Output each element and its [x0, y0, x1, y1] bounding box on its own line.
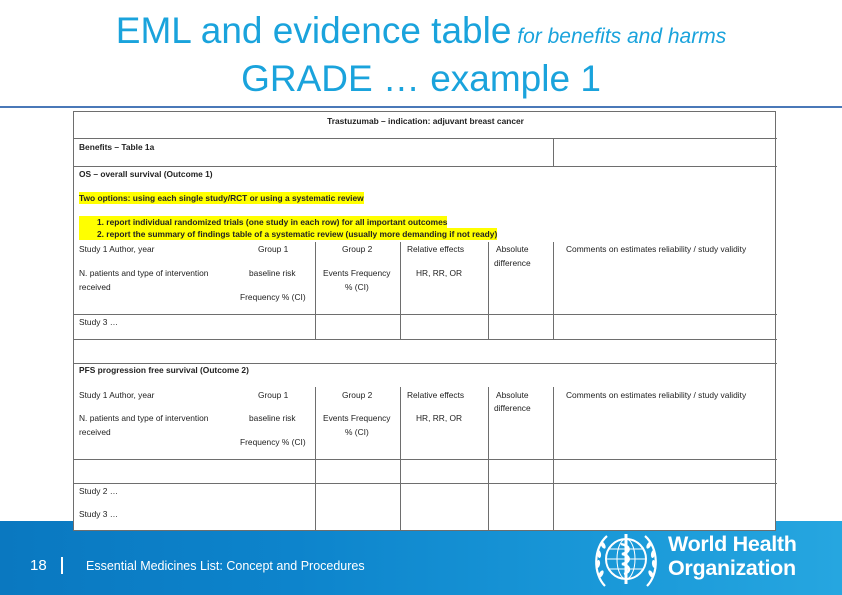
table-vline [400, 242, 401, 339]
page-separator [61, 557, 63, 574]
table-vline [488, 387, 489, 531]
page-number: 18 [30, 557, 47, 574]
table-vline [553, 138, 554, 166]
group1-label: Group 1 [258, 244, 289, 254]
pfs-study1-label: Study 1 Author, year [79, 390, 155, 400]
hr-label: HR, RR, OR [416, 268, 463, 278]
table-hline [74, 138, 777, 139]
pfs-group1-label: Group 1 [258, 390, 289, 400]
pfs-comments-label: Comments on estimates reliability / study validity [566, 390, 747, 400]
relative-label: Relative effects [407, 244, 465, 254]
study3b-label: Study 3 … [79, 509, 119, 519]
pfs-received-label: received [79, 427, 111, 437]
table-vline [553, 387, 554, 531]
who-org-name [668, 532, 797, 580]
group2-label: Group 2 [342, 244, 373, 254]
who-name-line1: World Health [668, 532, 797, 556]
table-hline [74, 483, 777, 484]
pfs-events-label: Events Frequency [323, 413, 391, 423]
table-vline [488, 242, 489, 339]
who-name-line2: Organization [668, 556, 796, 580]
slide-title-main: EML and evidence table [115, 10, 512, 51]
table-hline [74, 314, 777, 315]
difference-label: difference [494, 258, 531, 268]
option-2: 2. report the summary of findings table of a systematic review (usually more demanding if not ready) [79, 228, 497, 240]
table-vline [400, 387, 401, 531]
freq1-label: Frequency % (CI) [240, 292, 306, 302]
slide-title-small: for benefits and harms [511, 25, 727, 48]
slide-subtitle: GRADE … example 1 [241, 58, 601, 99]
table-hline [74, 166, 777, 167]
footer-text: Essential Medicines List: Concept and Procedures [86, 559, 365, 573]
benefits-label: Benefits – Table 1a [79, 142, 155, 152]
table-vline [553, 242, 554, 339]
pfs-absolute-label: Absolute [496, 390, 529, 400]
events-label: Events Frequency [323, 268, 391, 278]
evidence-table [73, 111, 776, 531]
received-label: received [79, 282, 111, 292]
study3-label: Study 3 … [79, 317, 119, 327]
ci-label: % (CI) [345, 282, 369, 292]
slide-title [0, 8, 842, 60]
os-title: OS – overall survival (Outcome 1) [79, 169, 213, 179]
table-vline [315, 387, 316, 531]
pfs-patients-label: N. patients and type of intervention [79, 413, 209, 423]
pfs-title: PFS progression free survival (Outcome 2) [79, 365, 249, 375]
patients-label: N. patients and type of intervention [79, 268, 209, 278]
pfs-baseline-label: baseline risk [249, 413, 296, 423]
pfs-ci-label: % (CI) [345, 427, 369, 437]
two-options-note: Two options: using each single study/RCT or using a systematic review [79, 193, 364, 203]
table-hline [74, 459, 777, 460]
comments-label: Comments on estimates reliability / study validity [566, 244, 747, 254]
study1-label: Study 1 Author, year [79, 244, 155, 254]
table-vline [315, 242, 316, 339]
title-rule [0, 106, 842, 108]
option-1: 1. report individual randomized trials (one study in each row) for all important outcomes [79, 216, 447, 228]
pfs-freq1-label: Frequency % (CI) [240, 437, 306, 447]
table-hline [74, 339, 777, 340]
study2-label: Study 2 … [79, 486, 119, 496]
pfs-hr-label: HR, RR, OR [416, 413, 463, 423]
baseline-label: baseline risk [249, 268, 296, 278]
absolute-label: Absolute [496, 244, 529, 254]
pfs-difference-label: difference [494, 403, 531, 413]
pfs-group2-label: Group 2 [342, 390, 373, 400]
who-emblem-icon [591, 528, 661, 592]
table-header-title: Trastuzumab – indication: adjuvant breast cancer [327, 116, 524, 126]
pfs-relative-label: Relative effects [407, 390, 465, 400]
